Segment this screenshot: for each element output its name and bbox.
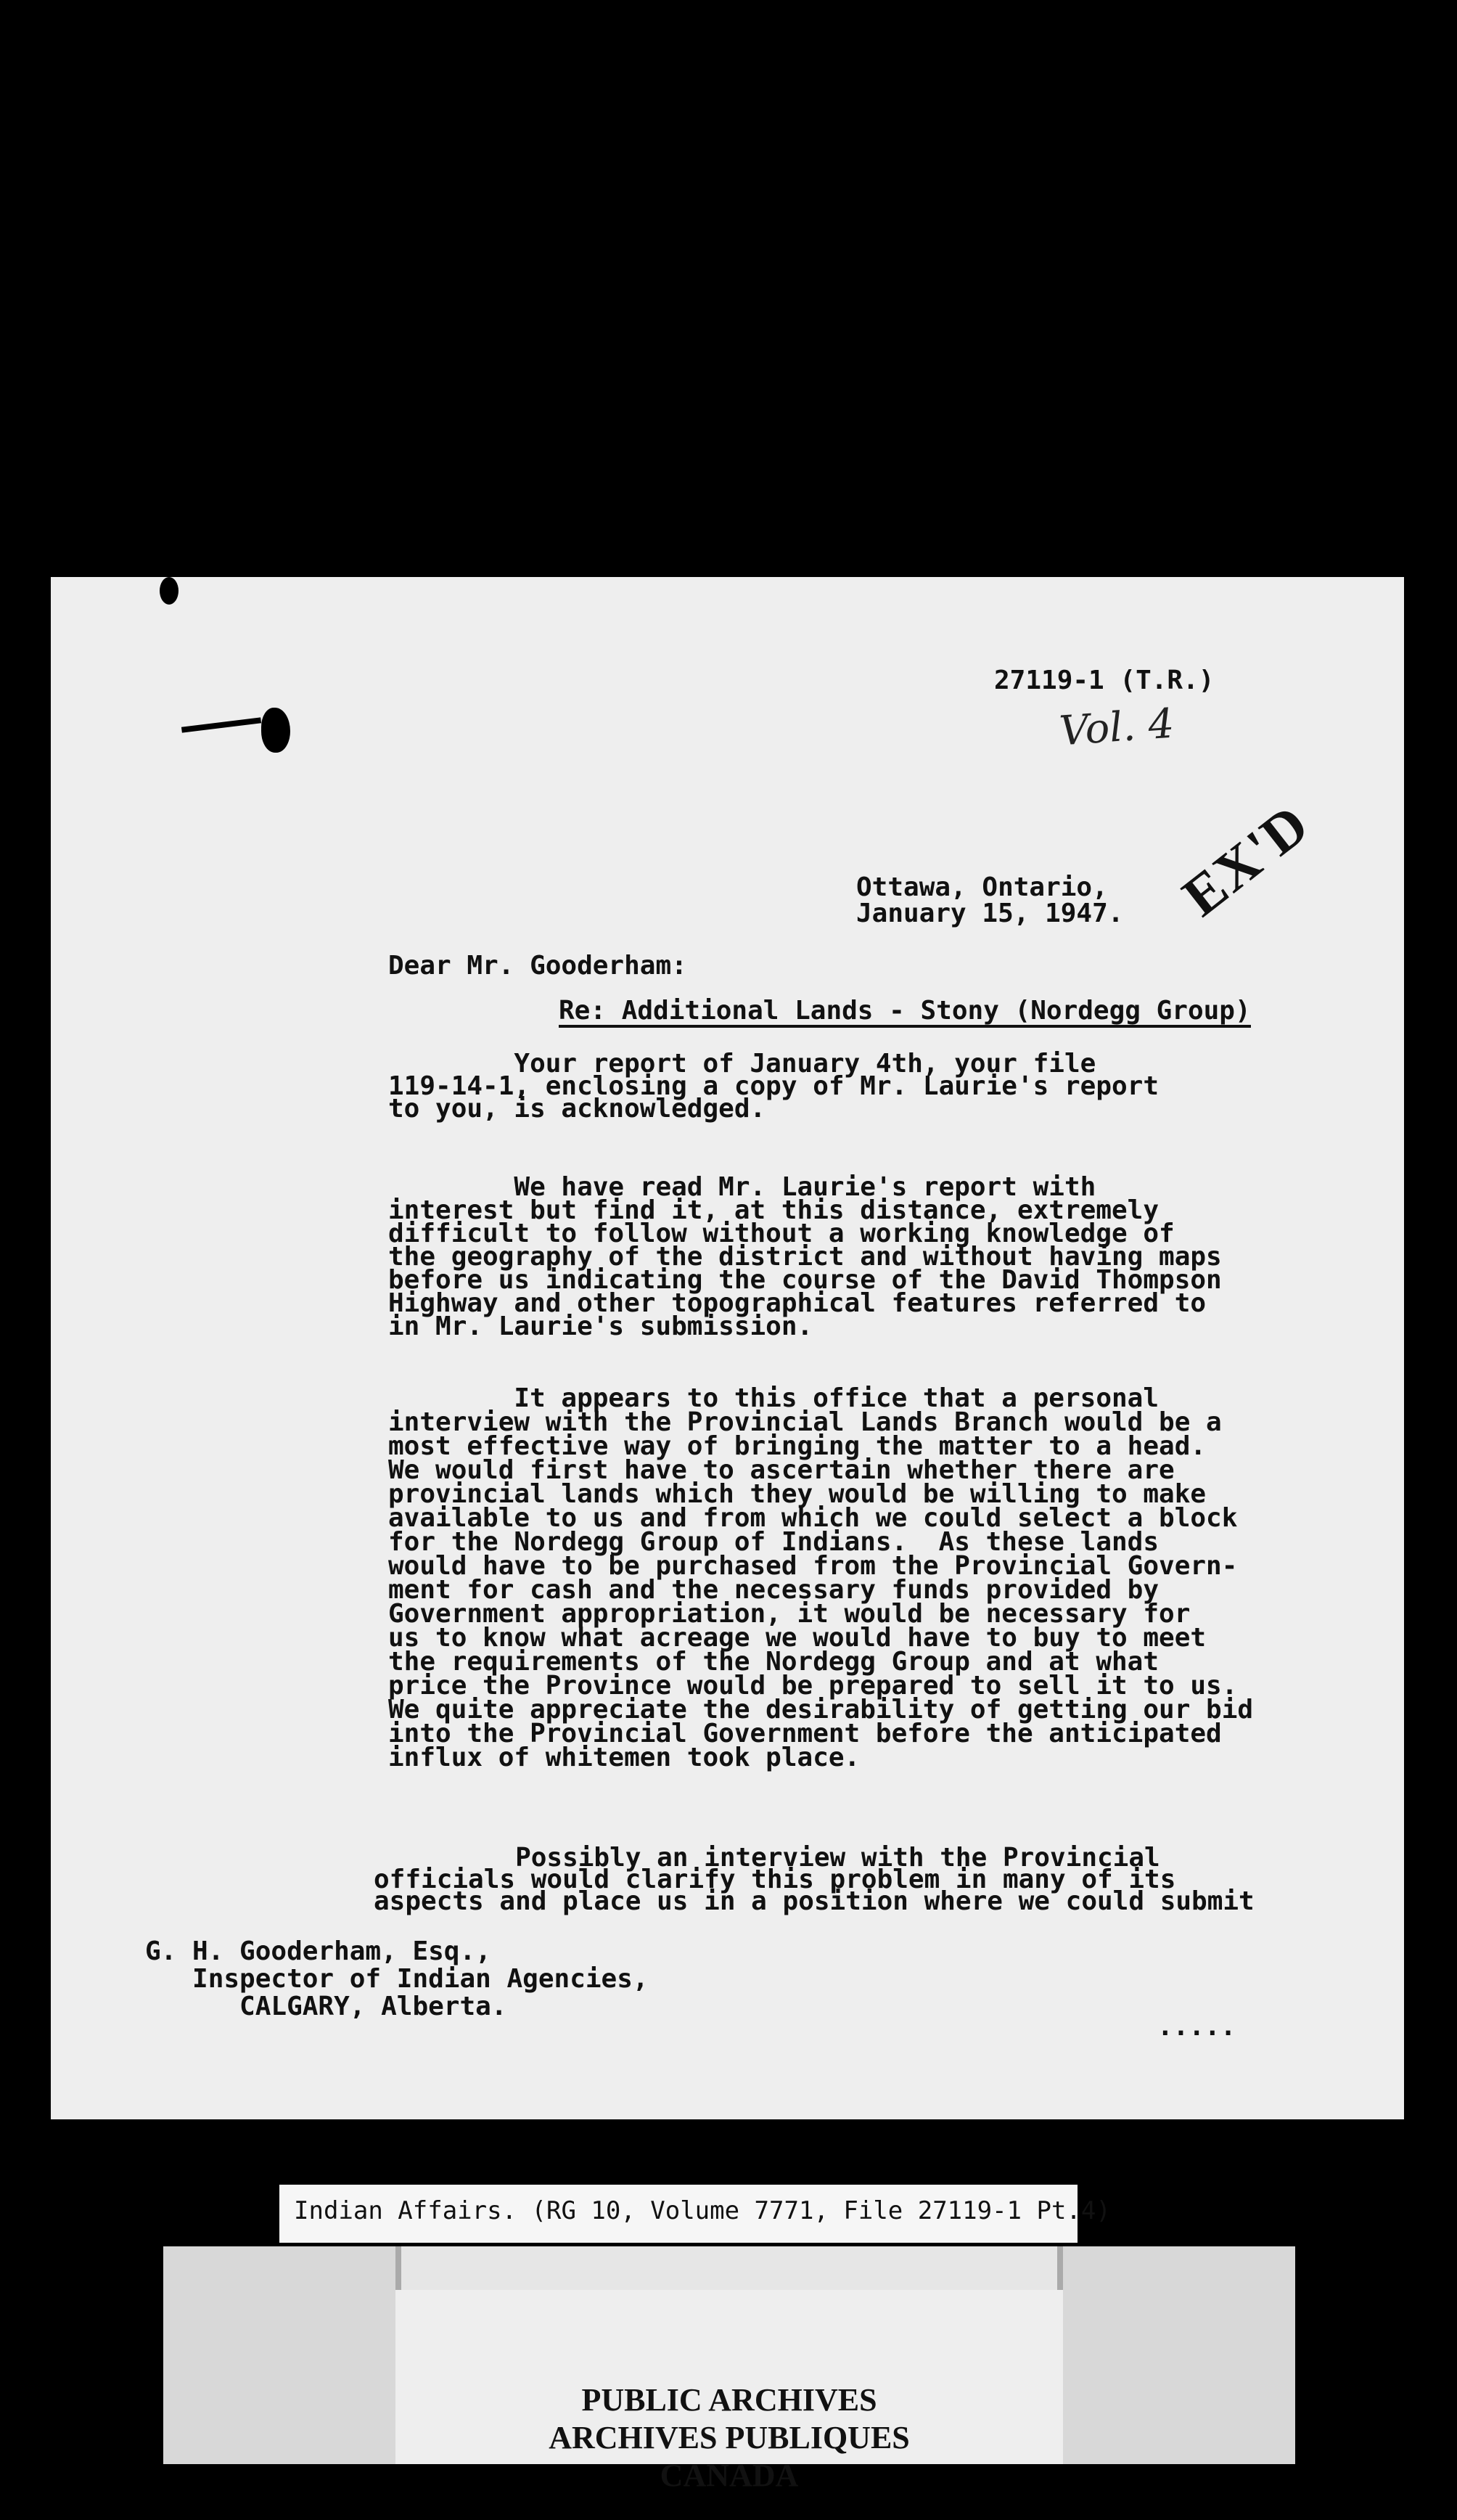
salutation: Dear Mr. Gooderham: — [388, 951, 687, 981]
subject-line: Re: Additional Lands - Stony (Nordegg Group) — [559, 998, 1251, 1028]
letter-page — [51, 577, 1404, 2119]
stamp-text-block — [395, 2290, 1063, 2493]
archive-caption-label — [279, 2185, 1111, 2243]
ink-mark — [160, 577, 178, 605]
file-number: 27119-1 (T.R.) — [994, 666, 1215, 695]
place-date — [856, 872, 1124, 928]
place: Ottawa, Ontario, — [856, 872, 1108, 902]
continuation-mark: ..... — [1157, 2012, 1236, 2042]
archive-caption-text: Indian Affairs. (RG 10, Volume 7771, File 27119-1 Pt.4) — [294, 2196, 1111, 2225]
recipient-address: G. H. Gooderham, Esq., Inspector of Indian Agencies, CALGARY, Alberta. — [145, 1936, 649, 2021]
exd-stamp: EX'D — [1170, 791, 1321, 928]
archive-stamp — [163, 2246, 1295, 2493]
stamp-border — [163, 2246, 401, 2464]
paragraph-3: It appears to this office that a personal interview with the Provincial Lands Branch would be a most effective way of bringing the matter to a head. We would first have to ascertain whether there are provincial lands which they would be willing to make available to us and from which we could select a block for the Nordegg Group of Indians. As these lands would have to be purchased from the Provincial Govern- ment for cash and the necessary funds provided by Government appropriation, it would be necessary for us to know what acreage we would have to buy to meet the requirements of the Nordegg Group and at what price the Province would be prepared to sell it to us. We quite appreciate the desirability of getting our bid into the Provincial Government before the anticipated influx of whitemen took place. — [388, 1383, 1254, 1772]
stamp-line-2: ARCHIVES PUBLIQUES — [549, 2420, 910, 2455]
date: January 15, 1947. — [856, 899, 1124, 928]
ink-mark — [181, 717, 261, 732]
stamp-line-1: PUBLIC ARCHIVES — [581, 2382, 877, 2418]
paragraph-2: We have read Mr. Laurie's report with interest but find it, at this distance, extremely difficult to follow without a working knowledge of the geography of the district and without having maps before us indicating the course of the David Thompson Highway and other topographical features referred to in Mr. Laurie's submission. — [388, 1172, 1222, 1341]
stamp-line-3: CANADA — [660, 2458, 799, 2493]
ink-mark — [261, 708, 290, 753]
paragraph-1: Your report of January 4th, your file 119-14-1, enclosing a copy of Mr. Laurie's report to you, is acknowledged. — [388, 1049, 1160, 1124]
stamp-border — [1057, 2246, 1295, 2464]
handwritten-volume-note: Vol. 4 — [1057, 700, 1176, 756]
paragraph-4: Possibly an interview with the Provincial officials would clarify this problem in many of its aspects and place us in a position where we could submit — [374, 1843, 1255, 1916]
